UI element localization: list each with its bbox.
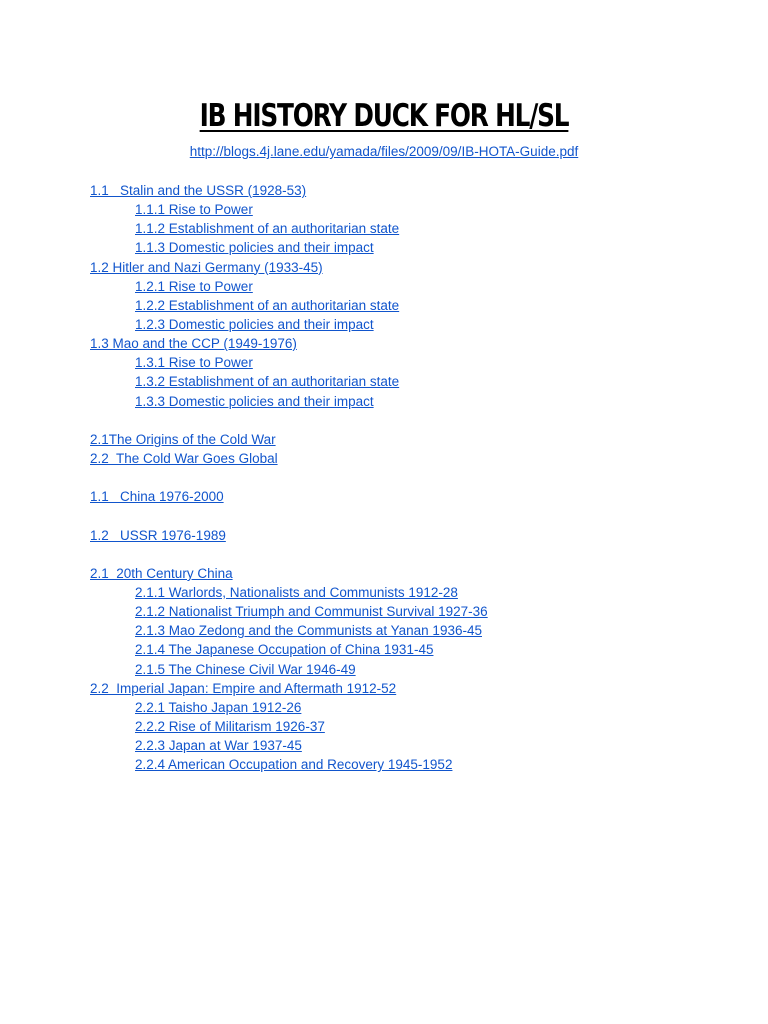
toc-subsection-link[interactable] <box>90 392 730 411</box>
toc-link-text[interactable]: 2.1.2 Nationalist Triumph and Communist Survival 1927-36 <box>135 604 488 620</box>
page-title: IB HISTORY DUCK FOR HL/SL <box>199 98 569 134</box>
toc-link-text[interactable]: 1.2 USSR 1976-1989 <box>90 527 226 543</box>
toc-subsection-link[interactable] <box>90 277 730 296</box>
toc-link-text[interactable]: 2.1.1 Warlords, Nationalists and Communists 1912-28 <box>135 584 458 600</box>
toc-section-link[interactable] <box>90 181 730 200</box>
toc-section-link[interactable] <box>90 430 730 449</box>
toc-section-link[interactable] <box>90 526 730 545</box>
toc-section-link[interactable] <box>90 334 730 353</box>
toc-subsection-link[interactable] <box>90 583 730 602</box>
toc-link-text[interactable]: 2.1 20th Century China <box>90 565 233 581</box>
toc-subsection-link[interactable] <box>90 296 730 315</box>
toc-link-text[interactable]: 2.2.4 American Occupation and Recovery 1945-1952 <box>135 757 453 773</box>
toc-link-text[interactable]: 2.2 Imperial Japan: Empire and Aftermath 1912-52 <box>90 680 397 696</box>
toc-subsection-link[interactable] <box>90 736 730 755</box>
toc-link-text[interactable]: 2.1.4 The Japanese Occupation of China 1931-45 <box>135 642 434 658</box>
blank-line <box>90 506 730 525</box>
toc-subsection-link[interactable] <box>90 660 730 679</box>
toc-link-text[interactable]: 1.1.2 Establishment of an authoritarian state <box>135 221 400 237</box>
toc-link-text[interactable]: 1.2 Hitler and Nazi Germany (1933-45) <box>90 259 323 275</box>
toc-link-text[interactable]: 1.3 Mao and the CCP (1949-1976) <box>90 336 297 352</box>
toc-link-text[interactable]: 2.2.1 Taisho Japan 1912-26 <box>135 699 302 715</box>
toc-link-text[interactable]: 1.3.2 Establishment of an authoritarian state <box>135 374 400 390</box>
toc-subsection-link[interactable] <box>90 372 730 391</box>
toc-link-text[interactable]: 2.1.5 The Chinese Civil War 1946-49 <box>135 661 356 677</box>
toc-subsection-link[interactable] <box>90 219 730 238</box>
toc-section-link[interactable] <box>90 449 730 468</box>
toc-subsection-link[interactable] <box>90 315 730 334</box>
toc-link-text[interactable]: 2.1.3 Mao Zedong and the Communists at Yanan 1936-45 <box>135 623 482 639</box>
toc-subsection-link[interactable] <box>90 602 730 621</box>
toc-section-link[interactable] <box>90 258 730 277</box>
toc-link-text[interactable]: 1.2.1 Rise to Power <box>135 278 253 294</box>
toc-link-text[interactable]: 2.1The Origins of the Cold War <box>90 431 276 447</box>
toc-subsection-link[interactable] <box>90 200 730 219</box>
toc-subsection-link[interactable] <box>90 621 730 640</box>
toc-section-link[interactable] <box>90 564 730 583</box>
table-of-contents <box>90 181 730 774</box>
toc-link-text[interactable]: 2.2 The Cold War Goes Global <box>90 450 278 466</box>
toc-section-link[interactable] <box>90 487 730 506</box>
toc-link-text[interactable]: 1.2.2 Establishment of an authoritarian state <box>135 297 400 313</box>
toc-link-text[interactable]: 2.2.3 Japan at War 1937-45 <box>135 738 302 754</box>
toc-subsection-link[interactable] <box>90 353 730 372</box>
toc-link-text[interactable]: 1.1 Stalin and the USSR (1928-53) <box>90 183 307 198</box>
guide-url-link[interactable]: http://blogs.4j.lane.edu/yamada/files/2009/09/IB-HOTA-Guide.pdf <box>189 144 579 159</box>
toc-link-text[interactable]: 1.1.1 Rise to Power <box>135 202 253 218</box>
toc-link-text[interactable]: 1.3.1 Rise to Power <box>135 355 253 371</box>
toc-link-text[interactable]: 1.2.3 Domestic policies and their impact <box>135 316 374 332</box>
blank-line <box>90 468 730 487</box>
toc-subsection-link[interactable] <box>90 238 730 257</box>
blank-line <box>90 411 730 430</box>
toc-link-text[interactable]: 1.1 China 1976-2000 <box>90 489 224 505</box>
toc-section-link[interactable] <box>90 679 730 698</box>
toc-link-text[interactable]: 1.3.3 Domestic policies and their impact <box>135 393 374 409</box>
toc-link-text[interactable]: 1.1.3 Domestic policies and their impact <box>135 240 374 256</box>
blank-line <box>90 545 730 564</box>
toc-link-text[interactable]: 2.2.2 Rise of Militarism 1926-37 <box>135 718 325 734</box>
toc-subsection-link[interactable] <box>90 640 730 659</box>
toc-subsection-link[interactable] <box>90 717 730 736</box>
toc-subsection-link[interactable] <box>90 755 730 774</box>
toc-subsection-link[interactable] <box>90 698 730 717</box>
